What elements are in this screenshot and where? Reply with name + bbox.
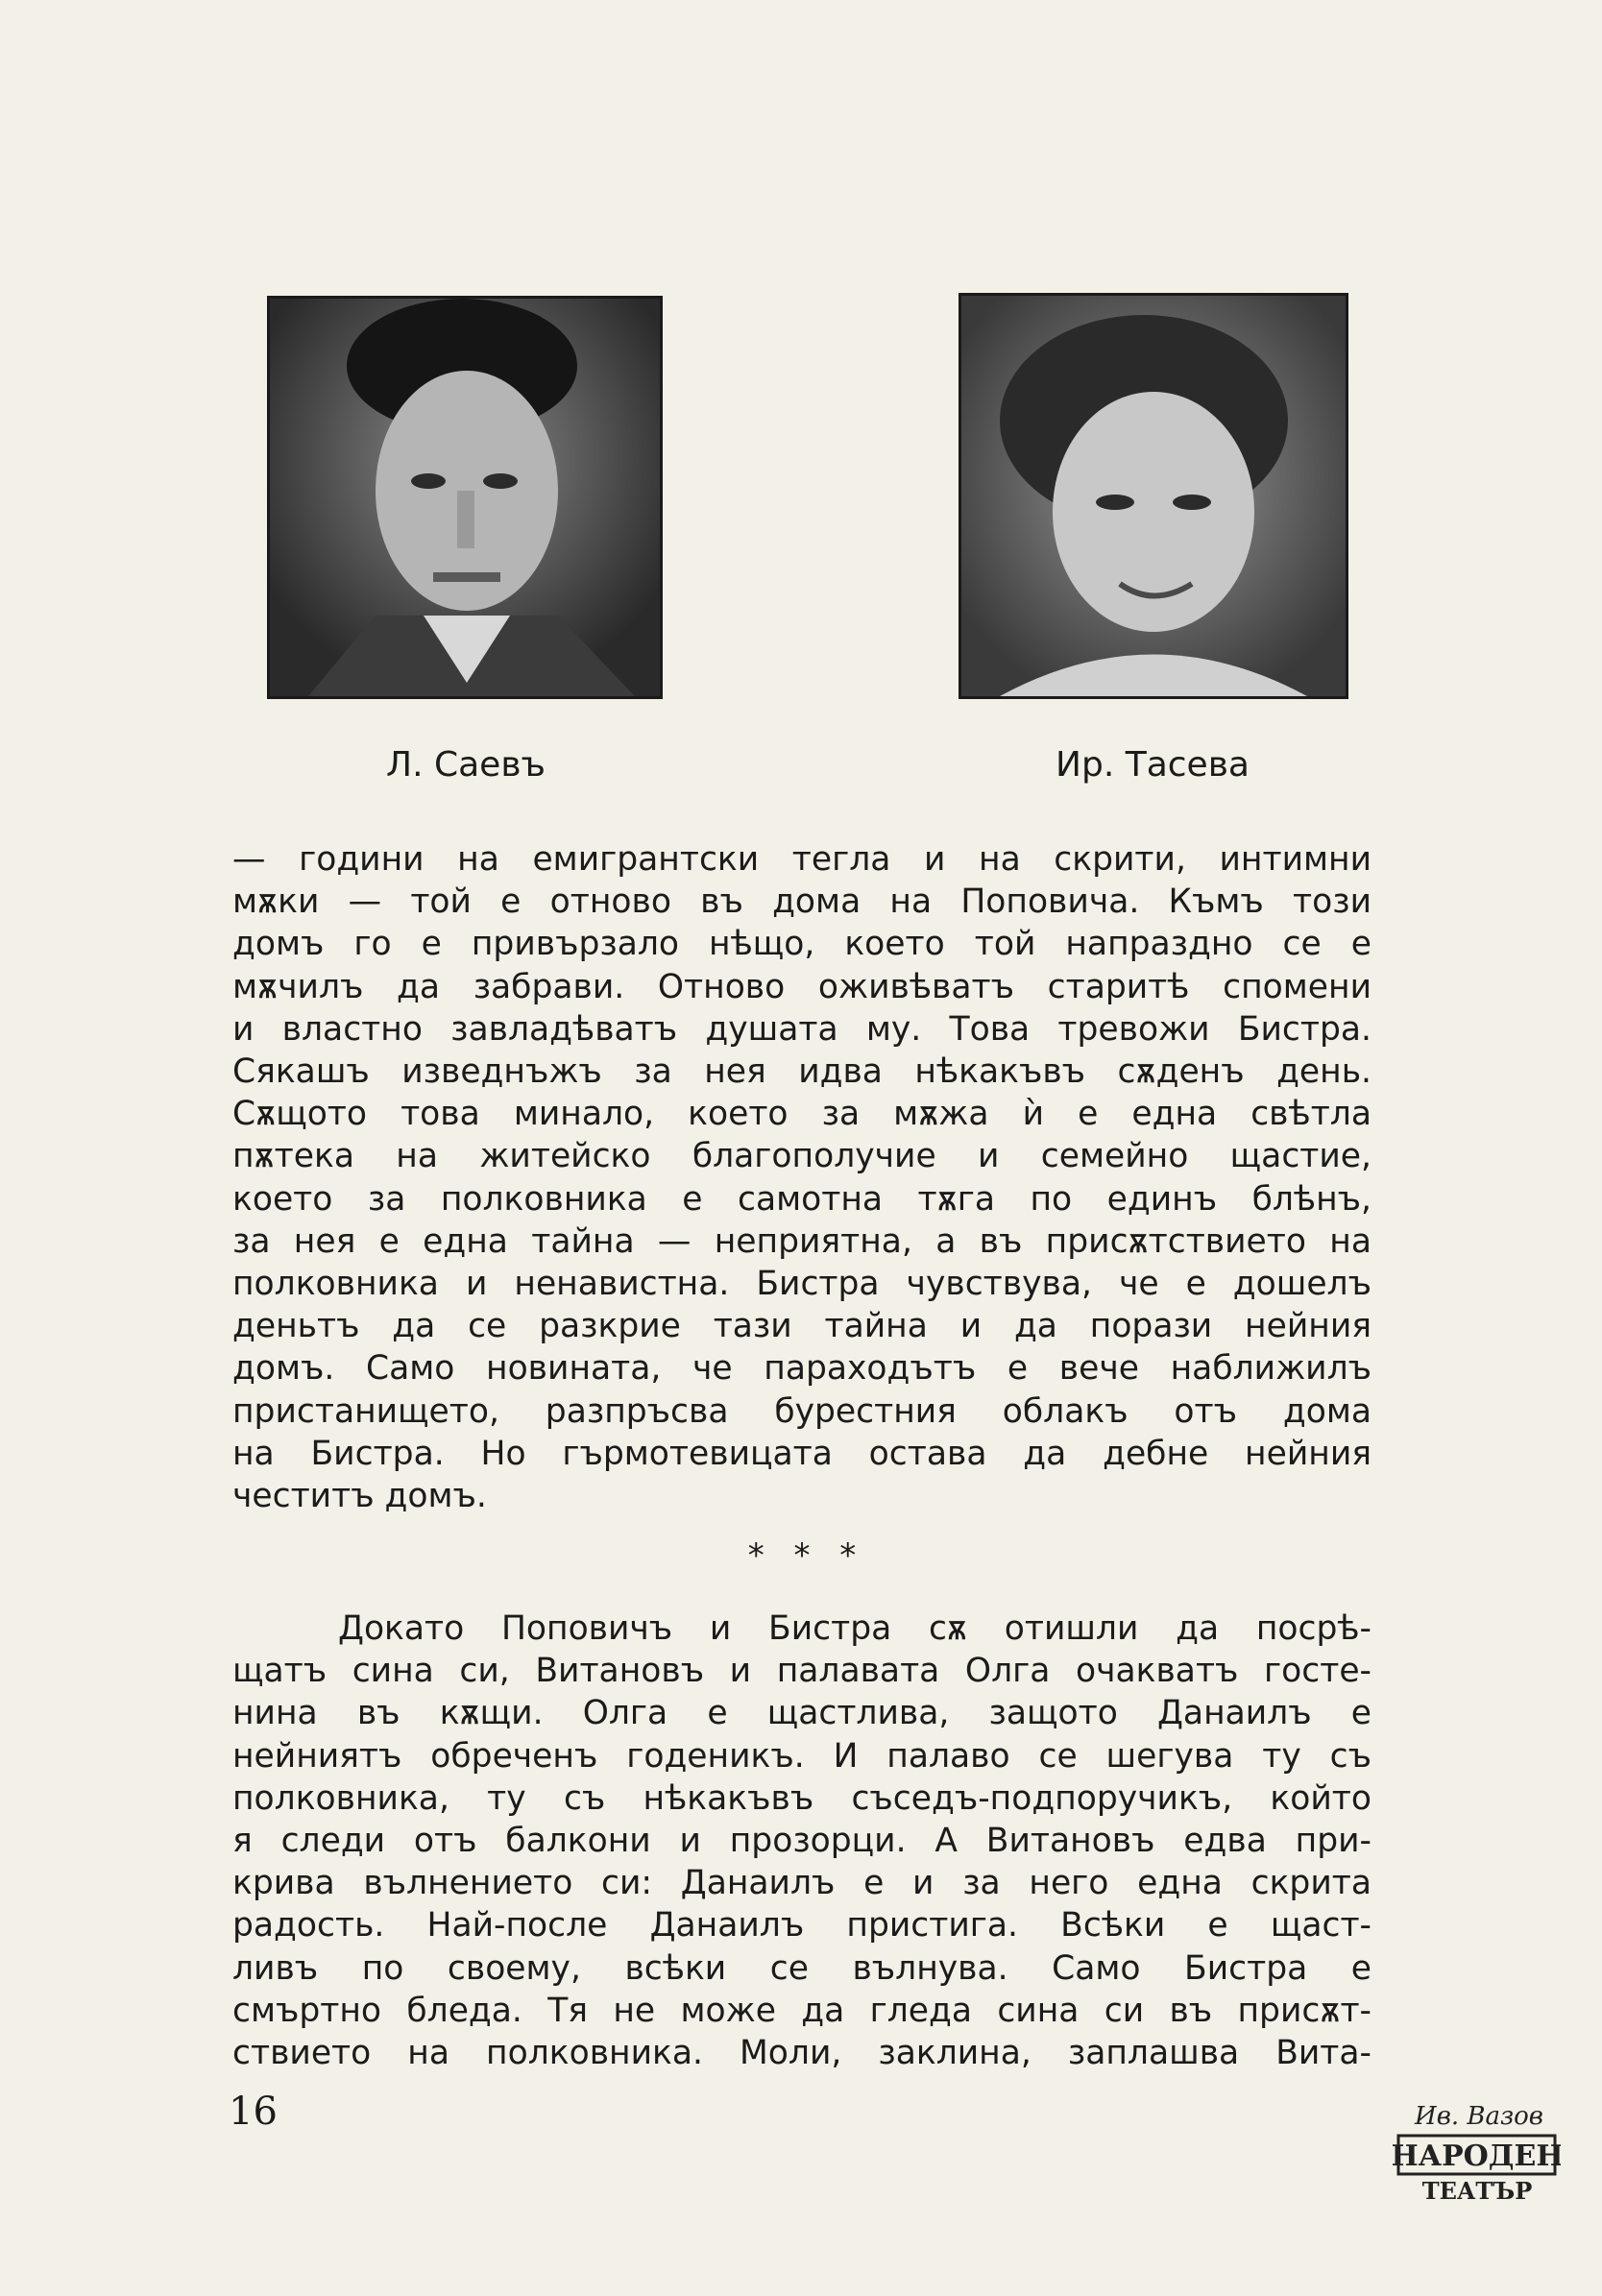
text-line: Сякашъ изведнъжъ за нея идва нѣкакъвъ сѫденъ день.	[232, 1052, 1371, 1092]
caption-saev: Л. Саевъ	[386, 745, 546, 785]
portrait-man-image	[270, 299, 660, 696]
text-line: крива вълнението си: Данаилъ е и за него една скрита	[232, 1864, 1371, 1903]
text-line: пристанището, разпръсва бурестния облакъ отъ дома	[232, 1391, 1371, 1431]
caption-taseva: Ир. Тасева	[1056, 745, 1250, 785]
text-line: честитъ домъ.	[232, 1477, 487, 1516]
text-line: ствието на полковника. Моли, заклина, заплашва Вита-	[232, 2034, 1371, 2073]
portrait-photo-saev	[267, 296, 663, 699]
paragraph-2	[232, 1607, 1371, 2074]
national-theatre-stamp-logo	[1393, 2091, 1561, 2207]
text-line: нейниятъ обреченъ годеникъ. И палаво се шегува ту съ	[232, 1736, 1371, 1776]
text-line: нина въ кѫщи. Олга е щастлива, защото Данаилъ е	[232, 1694, 1371, 1733]
text-line: мѫчилъ да забрави. Отново оживѣватъ старитѣ спомени	[232, 967, 1371, 1006]
portrait-photo-taseva	[959, 293, 1348, 699]
text-line: което за полковника е самотна тѫга по единъ блѣнъ,	[232, 1179, 1371, 1219]
page-number: 16	[229, 2090, 278, 2134]
text-line: Докато Поповичъ и Бистра сѫ отишли да посрѣ-	[338, 1609, 1371, 1648]
text-line: радость. Най-после Данаилъ пристига. Всѣки е щаст-	[232, 1906, 1371, 1946]
text-line: щатъ сина си, Витановъ и палавата Олга очакватъ госте-	[232, 1652, 1371, 1691]
text-line: домъ го е привързало нѣщо, което той напраздно се е	[232, 925, 1371, 964]
text-line: я следи отъ балкони и прозорци. А Витановъ едва при-	[232, 1822, 1371, 1861]
portrait-woman-image	[961, 296, 1346, 696]
stamp-signature: Ив. Вазов	[1415, 2102, 1543, 2131]
text-line: ливъ по своему, всѣки се вълнува. Само Бистра е	[232, 1948, 1371, 1988]
paragraph-1	[232, 838, 1371, 1517]
stamp-image	[1393, 2091, 1561, 2207]
text-line: пѫтека на житейско благополучие и семейно щастие,	[232, 1137, 1371, 1176]
text-line: смъртно бледа. Тя не може да гледа сина си въ присѫт-	[232, 1991, 1371, 2030]
text-line: — години на емигрантски тегла и на скрити, интимни	[232, 840, 1371, 879]
text-line: полковника, ту съ нѣкакъвъ съседъ-подпоручикъ, който	[232, 1778, 1371, 1818]
text-line: мѫки — той е отново въ дома на Поповича. Къмъ този	[232, 882, 1371, 922]
text-line: за нея е една тайна — неприятна, а въ присѫтствието на	[232, 1221, 1371, 1261]
stamp-bottom: ТЕАТЪР	[1421, 2177, 1533, 2205]
text-line: полковника и ненавистна. Бистра чувствува, че е дошелъ	[232, 1265, 1371, 1304]
text-line: Сѫщото това минало, което за мѫжа ѝ е една свѣтла	[232, 1095, 1371, 1134]
text-line: и властно завладѣватъ душата му. Това тревожи Бистра.	[232, 1009, 1371, 1049]
text-line: на Бистра. Но гърмотевицата остава да дебне нейния	[232, 1434, 1371, 1473]
stamp-middle: НАРОДЕН	[1393, 2139, 1561, 2173]
text-line: деньтъ да се разкрие тази тайна и да порази нейния	[232, 1307, 1371, 1346]
section-separator: * * *	[747, 1536, 866, 1575]
text-line: домъ. Само новината, че параходътъ е вече наближилъ	[232, 1349, 1371, 1389]
